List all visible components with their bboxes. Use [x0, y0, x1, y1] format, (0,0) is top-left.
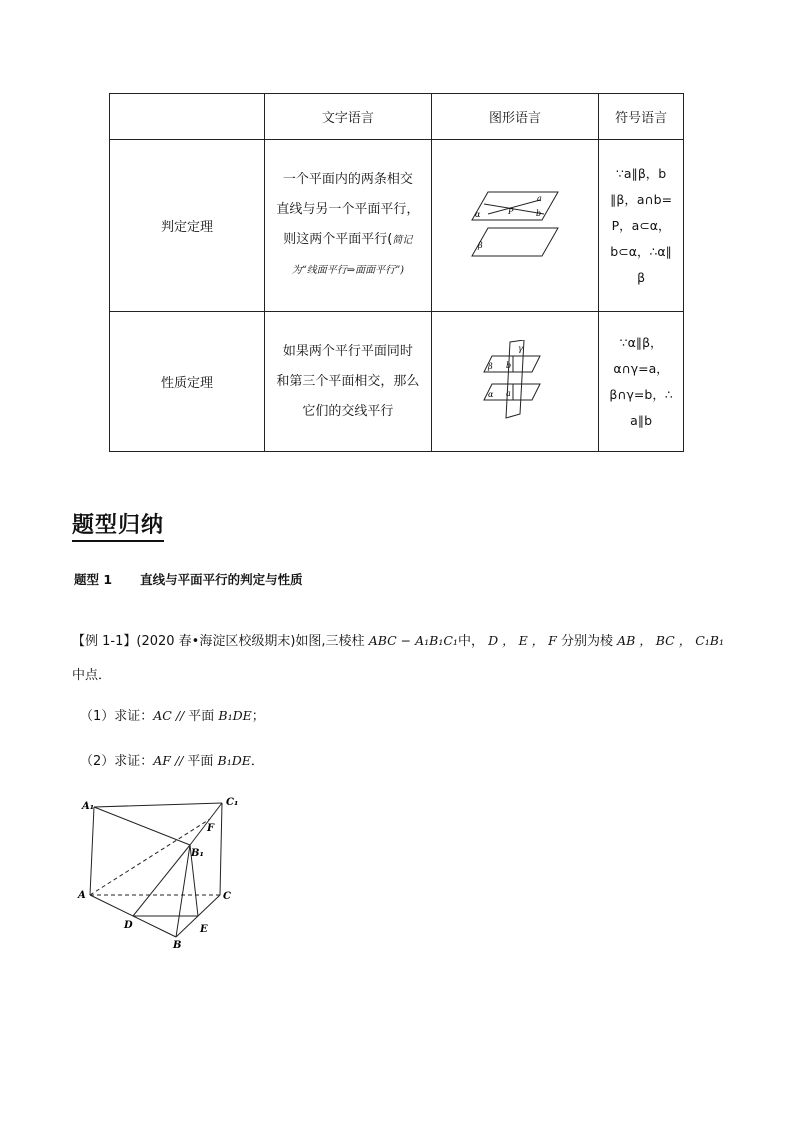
label-b1: B₁ [191, 848, 204, 859]
symbol-line: β∩γ=b，∴ [609, 386, 673, 402]
text-line [265, 225, 431, 256]
text-line: 和第三个平面相交，那么 [276, 373, 420, 389]
row-name: 判定定理 [110, 140, 265, 312]
label-e: E [200, 924, 208, 935]
symbol-line: a∥b [630, 412, 653, 428]
table-header-row [110, 94, 684, 140]
example-tail: 分别为棱 [560, 634, 613, 649]
symbol-language-cell [599, 312, 684, 452]
edge-aa1 [90, 807, 94, 895]
example-statement [72, 624, 742, 693]
prism-figure [70, 795, 260, 955]
label-d: D [124, 920, 133, 931]
example-end: 中点． [72, 668, 112, 683]
label-a1: A₁ [82, 801, 95, 812]
question-plane: 平面 [187, 754, 214, 769]
edge-c1b1 [190, 803, 222, 845]
question-plane-name: B₁DE [217, 753, 251, 768]
label-alpha: α [487, 389, 494, 399]
shorthand-note-line: 为“线面平行⇒面面平行”) [291, 265, 405, 276]
question-expr: AF // [153, 753, 188, 768]
text-line-part: 则这两个平面平行( [283, 232, 393, 247]
intersecting-planes-figure [480, 340, 550, 420]
theorem-table [109, 93, 684, 452]
question-end: ； [251, 709, 265, 724]
label-c1: C₁ [226, 797, 239, 808]
symbol-line: ∵a∥β，b [615, 165, 667, 181]
header-symbol-language: 符号语言 [599, 94, 684, 140]
label-a: a [505, 388, 511, 398]
question-2 [80, 750, 264, 769]
plane-alpha [472, 192, 558, 220]
type-name: 直线与平面平行的判定与性质 [140, 572, 303, 587]
symbol-line: P，a⊂α， [611, 217, 671, 233]
symbol-line: β [637, 269, 646, 285]
text-line: 直线与另一个平面平行， [276, 202, 420, 217]
label-b: B [173, 940, 182, 951]
edge-a1c1 [94, 803, 222, 807]
plane-beta [472, 228, 558, 256]
edge-cc1 [220, 803, 222, 895]
question-plane-name: B₁DE [218, 708, 252, 723]
symbol-line: ∥β，a∩b= [610, 191, 673, 207]
question-type-heading [74, 570, 303, 588]
figure-cell [431, 140, 598, 312]
edge-a1b1 [94, 807, 190, 845]
text-line: 它们的交线平行 [302, 403, 394, 419]
symbol-line: α∩γ=a， [613, 360, 669, 376]
question-expr: AC // [153, 708, 189, 723]
header-empty [110, 94, 265, 140]
text-line: 如果两个平行平面同时 [282, 343, 413, 359]
header-text-language: 文字语言 [264, 94, 431, 140]
text-line: 一个平面内的两条相交 [282, 172, 413, 187]
text-language-cell [264, 312, 431, 452]
label-c: C [223, 891, 231, 902]
label-alpha: α [474, 209, 481, 219]
question-number: （1）求证： [80, 709, 154, 724]
label-a: a [536, 193, 542, 203]
question-number: （2）求证： [80, 754, 154, 769]
label-beta: β [477, 240, 483, 250]
label-b: b [535, 208, 542, 218]
type-label: 题型 1 [74, 572, 113, 587]
text-language-cell [264, 140, 431, 312]
example-source: (2020 春•海淀区校级期末)如图,三棱柱 [136, 634, 365, 649]
label-b: b [505, 360, 512, 370]
question-1 [80, 705, 265, 724]
label-p: P [507, 206, 514, 216]
figure-cell [431, 312, 598, 452]
section-title: 题型归纳 [72, 508, 164, 542]
question-end: ． [250, 754, 264, 769]
header-figure-language: 图形语言 [431, 94, 598, 140]
points: D ， E ， F [488, 633, 557, 648]
table-row [110, 140, 684, 312]
label-a: A [78, 890, 86, 901]
parallel-planes-figure [470, 184, 560, 264]
segment-db1 [133, 845, 190, 916]
edges: AB ， BC ， C₁B₁ [617, 633, 724, 648]
label-beta: β [487, 361, 493, 371]
symbol-line: ∵α∥β， [619, 334, 663, 350]
symbol-line: b⊂α，∴α∥ [610, 243, 672, 259]
shorthand-note: 简记 [392, 235, 413, 246]
row-name: 性质定理 [110, 312, 265, 452]
symbol-language-cell [599, 140, 684, 312]
example-mid: 中， [457, 634, 484, 649]
table-row [110, 312, 684, 452]
label-gamma: γ [517, 343, 523, 353]
label-f: F [207, 823, 215, 834]
example-tag: 【例 1-1】 [72, 634, 137, 649]
edge-bb1 [176, 845, 190, 937]
question-plane: 平面 [188, 709, 215, 724]
prism-name: ABC − A₁B₁C₁ [368, 633, 458, 648]
